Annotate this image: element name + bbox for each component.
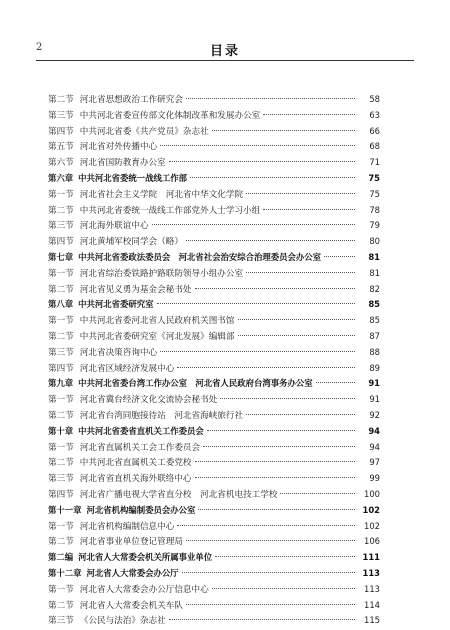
toc-entry-label: 第十一章 [48, 504, 82, 515]
toc-entry-label: 第一节 [48, 189, 74, 200]
toc-leader-dots [195, 477, 355, 478]
toc-entry-page: 113 [364, 583, 380, 594]
toc-entry-page: 115 [364, 615, 380, 626]
toc-section-row[interactable] [48, 345, 380, 361]
toc-entry-label: 第九章 [48, 378, 74, 389]
toc-entry-title: 河北省思想政治工作研究会 [79, 95, 183, 105]
toc-entry-page: 68 [369, 141, 380, 152]
toc-leader-dots [203, 446, 355, 447]
toc-entry-page: 63 [369, 109, 380, 120]
toc-entry-label: 第三节 [48, 221, 74, 232]
toc-entry-label: 第二编 [48, 552, 74, 563]
toc-leader-dots [186, 540, 355, 541]
toc-leader-dots [280, 493, 355, 494]
toc-entry-page: 114 [364, 599, 380, 610]
toc-entry-title: 河北黄埔军校同学会（略） [79, 237, 183, 248]
toc-entry-title: 河北省人大常委会办公厅信息中心 [79, 584, 209, 595]
toc-entry-page: 113 [362, 567, 380, 578]
toc-leader-dots [169, 161, 355, 162]
toc-entry-title: 河北省直属机关工会工作委员会 [79, 442, 201, 453]
toc-entry-title: 河北省综治委铁路护路联防领导小组办公室 [79, 268, 244, 279]
toc-section-row[interactable] [48, 124, 380, 140]
toc-entry-page: 91 [368, 378, 380, 389]
header-rule [36, 60, 414, 61]
toc-entry-label: 第七章 [48, 251, 74, 262]
toc-entry-title: 河北省人大常委会机关车队 [79, 600, 183, 611]
toc-entry-label: 第十章 [48, 425, 74, 436]
toc-entry-label: 第二节 [48, 205, 74, 216]
toc-leader-dots [316, 382, 355, 383]
toc-entry-title: 河北省决策咨询中心 [79, 347, 158, 358]
page-number: 2 [36, 42, 43, 53]
toc-section-row[interactable] [48, 534, 380, 550]
toc-entry-title: 中共河北省委省直机关工作委员会 [78, 425, 204, 436]
toc-section-row[interactable] [48, 598, 380, 614]
toc-entry-label: 第四节 [48, 126, 74, 137]
toc-entry-page: 89 [369, 362, 380, 373]
toc-entry-page: 85 [369, 315, 380, 326]
toc-entry-label: 第二节 [48, 600, 74, 611]
toc-leader-dots [195, 461, 355, 462]
toc-entry-title: 河北省冀台经济文化交流协会秘书处 [79, 395, 218, 406]
toc-section-row[interactable] [48, 203, 380, 219]
toc-entry-title: 河北省广播电视大学省直分校 河北省机电技工学校 [79, 489, 278, 500]
toc-entry-title: 中共河北省委统一战线工作部 [78, 172, 187, 183]
toc-leader-dots [186, 98, 355, 99]
toc-leader-dots [152, 224, 355, 225]
toc-entry-label: 第三节 [48, 110, 74, 121]
toc-leader-dots [160, 351, 355, 352]
toc-section-row[interactable] [48, 440, 380, 456]
toc-entry-page: 91 [369, 394, 380, 405]
toc-section-row[interactable] [48, 471, 380, 487]
toc-entry-page: 75 [368, 172, 380, 183]
toc-leader-dots [177, 367, 355, 368]
toc-entry-title: 河北省见义勇为基金会秘书处 [79, 284, 192, 295]
toc-section-row[interactable] [48, 361, 380, 377]
toc-entry-label: 第二节 [48, 95, 74, 105]
toc-section-row[interactable] [48, 187, 380, 203]
toc-section-row[interactable] [48, 155, 380, 171]
toc-entry-label: 第六章 [48, 172, 74, 183]
toc-entry-title: 河北省省直机关海外联络中心 [79, 474, 192, 485]
toc-entry-page: 85 [368, 299, 380, 310]
page-title: 目录 [209, 44, 240, 59]
toc-entry-page: 111 [362, 552, 380, 563]
toc-entry-label: 第一节 [48, 395, 74, 406]
toc-entry-label: 第二节 [48, 537, 74, 548]
toc-section-row[interactable] [48, 329, 380, 345]
toc-entry-page: 87 [369, 330, 380, 341]
toc-entry-label: 第四节 [48, 489, 74, 500]
toc-section-row[interactable] [48, 582, 380, 598]
toc-chapter-row[interactable] [48, 297, 380, 313]
toc-entry-page: 81 [368, 251, 380, 262]
toc-leader-dots [177, 525, 355, 526]
toc-entry-label: 第二节 [48, 410, 74, 421]
toc-section-row[interactable] [48, 408, 380, 424]
toc-entry-title: 河北省机构编制信息中心 [79, 521, 175, 532]
toc-section-row[interactable] [48, 92, 380, 108]
toc-entry-title: 河北省对外传播中心 [79, 142, 158, 153]
toc-section-row[interactable] [48, 392, 380, 408]
toc-entry-label: 第四节 [48, 363, 74, 374]
toc-section-row[interactable] [48, 218, 380, 234]
toc-entry-title: 中共河北省委台湾工作办公室 河北省人民政府台湾事务办公室 [78, 378, 313, 389]
toc-leader-dots [238, 335, 356, 336]
toc-entry-page: 106 [364, 536, 380, 547]
toc-entry-title: 河北省区域经济发展中心 [79, 363, 175, 374]
toc-entry-title: 中共河北省委统一战线工作部党外人士学习小组 [79, 205, 261, 216]
toc-entry-label: 第五节 [48, 142, 74, 153]
toc-leader-dots [263, 114, 355, 115]
toc-entry-page: 78 [369, 204, 380, 215]
toc-chapter-row[interactable] [48, 376, 380, 392]
toc-leader-dots [212, 588, 355, 589]
toc-entry-page: 100 [364, 488, 380, 499]
toc-entry-page: 75 [369, 188, 380, 199]
toc-entry-page: 97 [369, 457, 380, 468]
toc-entry-page: 94 [369, 441, 380, 452]
toc-entry-page: 88 [369, 346, 380, 357]
table-of-contents [48, 92, 380, 629]
toc-leader-dots [220, 398, 355, 399]
toc-entry-label: 第二节 [48, 458, 74, 469]
toc-leader-dots [157, 303, 356, 304]
toc-leader-dots [182, 572, 355, 573]
toc-entry-title: 中共河北省委研究室 [78, 299, 154, 310]
toc-entry-page: 92 [369, 409, 380, 420]
toc-entry-title: 河北省事业单位登记管理局 [79, 537, 183, 548]
toc-section-row[interactable] [48, 455, 380, 471]
toc-leader-dots [215, 556, 355, 557]
toc-entry-page: 79 [369, 220, 380, 231]
toc-section-row[interactable] [48, 234, 380, 250]
toc-section-row[interactable] [48, 108, 380, 124]
toc-chapter-row[interactable] [48, 250, 380, 266]
toc-entry-title: 河北海外联谊中心 [79, 221, 149, 232]
toc-chapter-row[interactable] [48, 550, 380, 566]
toc-chapter-row[interactable] [48, 566, 380, 582]
toc-entry-label: 第八章 [48, 299, 74, 310]
toc-entry-title: 河北省机构编制委员会办公室 [86, 504, 196, 515]
toc-section-row[interactable] [48, 282, 380, 298]
toc-entry-page: 102 [364, 520, 380, 531]
toc-entry-title: 中共河北省委政法委员会 河北省社会治安综合治理委员会办公室 [78, 251, 321, 262]
toc-entry-title: 河北省人大常委会机关所属事业单位 [78, 552, 213, 563]
page-header [0, 0, 450, 60]
toc-entry-page: 80 [369, 236, 380, 247]
toc-entry-label: 第一节 [48, 584, 74, 595]
toc-leader-dots [190, 177, 355, 178]
toc-entry-label: 第一节 [48, 442, 74, 453]
toc-entry-label: 第六节 [48, 158, 74, 169]
toc-entry-page: 71 [369, 157, 380, 168]
toc-entry-label: 第二节 [48, 284, 74, 295]
toc-entry-label: 第三节 [48, 347, 74, 358]
toc-leader-dots [246, 193, 355, 194]
toc-entry-page: 102 [362, 504, 380, 515]
toc-leader-dots [246, 272, 355, 273]
toc-entry-page: 94 [368, 425, 380, 436]
toc-entry-title: 河北省国防教育办公室 [79, 158, 166, 169]
toc-leader-dots [324, 256, 355, 257]
toc-entry-page: 66 [369, 125, 380, 136]
toc-leader-dots [195, 288, 355, 289]
toc-entry-page: 58 [369, 94, 380, 104]
toc-entry-title: 中共河北省委宣传部文化体制改革和发展办公室 [79, 110, 261, 121]
toc-entry-title: 河北省人大常委会办公厅 [86, 567, 179, 578]
toc-leader-dots [198, 509, 355, 510]
toc-entry-page: 82 [369, 283, 380, 294]
toc-entry-label: 第一节 [48, 268, 74, 279]
toc-leader-dots [186, 604, 355, 605]
toc-leader-dots [186, 240, 355, 241]
toc-section-row[interactable] [48, 266, 380, 282]
toc-entry-label: 第四节 [48, 237, 74, 248]
toc-leader-dots [263, 209, 355, 210]
toc-entry-label: 第一节 [48, 521, 74, 532]
toc-leader-dots [169, 619, 355, 620]
toc-entry-page: 81 [369, 267, 380, 278]
toc-entry-title: 中共河北省委《共产党员》杂志社 [79, 126, 209, 137]
toc-entry-label: 第一节 [48, 316, 74, 327]
toc-section-row[interactable] [48, 139, 380, 155]
toc-section-row[interactable] [48, 519, 380, 535]
toc-leader-dots [246, 414, 355, 415]
toc-entry-title: 河北省台湾同胞接待站 河北省海峡旅行社 [79, 410, 244, 421]
toc-entry-title: 《公民与法治》杂志社 [79, 616, 166, 627]
toc-entry-title: 中共河北省直属机关工委党校 [79, 458, 192, 469]
toc-entry-page: 99 [369, 473, 380, 484]
toc-chapter-row[interactable] [48, 424, 380, 440]
toc-chapter-row[interactable] [48, 171, 380, 187]
toc-entry-label: 第二节 [48, 331, 74, 342]
toc-entry-title: 中共河北省委研究室《河北发展》编辑部 [79, 331, 235, 342]
toc-entry-title: 河北省社会主义学院 河北省中华文化学院 [79, 189, 244, 200]
toc-leader-dots [207, 430, 355, 431]
toc-leader-dots [212, 130, 355, 131]
toc-entry-title: 中共河北省委河北省人民政府机关图书馆 [79, 316, 235, 327]
toc-entry-label: 第十二章 [48, 567, 82, 578]
toc-section-row[interactable] [48, 613, 380, 629]
toc-section-row[interactable] [48, 487, 380, 503]
toc-section-row[interactable] [48, 313, 380, 329]
toc-leader-dots [238, 319, 356, 320]
toc-leader-dots [160, 145, 355, 146]
toc-chapter-row[interactable] [48, 503, 380, 519]
toc-entry-label: 第三节 [48, 474, 74, 485]
toc-entry-label: 第三节 [48, 616, 74, 627]
